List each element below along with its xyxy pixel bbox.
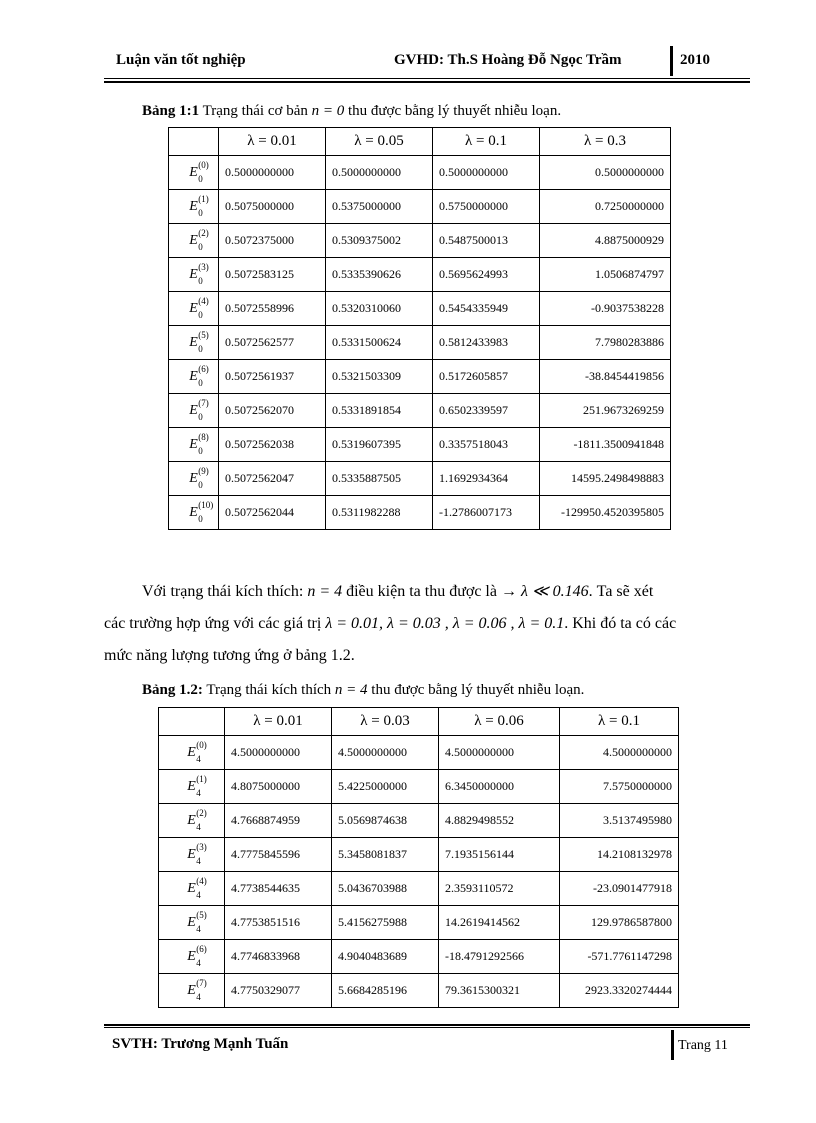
table1-row-label: E (5) 0	[169, 326, 219, 360]
table2-cell: 4.5000000000	[439, 736, 560, 770]
paragraph-text: các trường hợp ứng với các giá trị	[104, 615, 326, 632]
table1-cell: 0.7250000000	[540, 190, 671, 224]
table2-row-label: E (3) 4	[159, 838, 225, 872]
energy-level: 0	[198, 445, 203, 456]
energy-order: (6)	[198, 363, 209, 374]
header-rule	[104, 78, 750, 79]
table1-cell: 0.5331500624	[326, 326, 433, 360]
table2-cell: -18.4791292566	[439, 940, 560, 974]
table2-cell: 4.7750329077	[225, 974, 332, 1008]
energy-order: (0)	[196, 739, 207, 750]
paragraph-math: n = 4	[307, 583, 343, 600]
table2-row	[159, 940, 679, 974]
table1-col-header: λ = 0.1	[433, 128, 540, 156]
table1-cell: 0.5750000000	[433, 190, 540, 224]
energy-level: 0	[198, 513, 203, 524]
energy-level: 0	[198, 241, 203, 252]
table1-corner-cell	[169, 128, 219, 156]
table1-cell: 0.5319607395	[326, 428, 433, 462]
table2-cell: -23.0901477918	[560, 872, 679, 906]
table1-row	[169, 292, 671, 326]
table2-col-header: λ = 0.1	[560, 708, 679, 736]
table2-cell: 4.8829498552	[439, 804, 560, 838]
table2-cell: 4.7668874959	[225, 804, 332, 838]
table1-cell: -129950.4520395805	[540, 496, 671, 530]
table2-cell: 5.4156275988	[332, 906, 439, 940]
header-rule-thick	[104, 81, 750, 83]
table2-cell: 7.5750000000	[560, 770, 679, 804]
table2-cell: -571.7761147298	[560, 940, 679, 974]
thesis-title: Luận văn tốt nghiệp	[116, 52, 246, 68]
table1-cell: 0.5072562038	[219, 428, 326, 462]
energy-level: 4	[196, 787, 201, 798]
energy-order: (1)	[196, 773, 207, 784]
table1-cell: -0.9037538228	[540, 292, 671, 326]
energy-level: 4	[196, 855, 201, 866]
paragraph-text: . Ta sẽ xét	[588, 583, 654, 600]
page-footer	[104, 1024, 750, 1064]
table2-cell: 4.8075000000	[225, 770, 332, 804]
table2-row	[159, 804, 679, 838]
header-separator	[670, 46, 673, 76]
table1-cell: 4.8875000929	[540, 224, 671, 258]
table1-row	[169, 224, 671, 258]
table1-row-label: E (7) 0	[169, 394, 219, 428]
table2-cell: 2923.3320274444	[560, 974, 679, 1008]
table1-cell: 0.3357518043	[433, 428, 540, 462]
paragraph-math: λ = 0.01, λ = 0.03 , λ = 0.06 , λ = 0.1	[325, 615, 565, 632]
paragraph-line-3: mức năng lượng tương ứng ở bảng 1.2.	[104, 647, 355, 664]
energy-order: (2)	[196, 807, 207, 818]
energy-order: (8)	[198, 431, 209, 442]
table1-cell: -38.8454419856	[540, 360, 671, 394]
energy-order: (7)	[196, 977, 207, 988]
table1-row	[169, 258, 671, 292]
table1-cell: 0.5000000000	[326, 156, 433, 190]
body-paragraph	[104, 576, 736, 672]
paragraph-text: điều kiện ta thu được là	[342, 583, 501, 600]
energy-order: (9)	[198, 465, 209, 476]
energy-order: (7)	[198, 397, 209, 408]
table1-cell: 0.5172605857	[433, 360, 540, 394]
table2-row-label: E (4) 4	[159, 872, 225, 906]
paragraph-text: Với trạng thái kích thích:	[142, 583, 308, 600]
table2-caption-text-b: thu được bằng lý thuyết nhiễu loạn.	[367, 682, 585, 698]
table2-row	[159, 974, 679, 1008]
table2-cell: 129.9786587800	[560, 906, 679, 940]
table2-row	[159, 838, 679, 872]
energy-level: 0	[198, 173, 203, 184]
energy-level: 0	[198, 207, 203, 218]
table1-cell: -1811.3500941848	[540, 428, 671, 462]
table2-cell: 4.5000000000	[560, 736, 679, 770]
energy-level: 4	[196, 923, 201, 934]
table1-cell: 251.9673269259	[540, 394, 671, 428]
energy-order: (4)	[198, 295, 209, 306]
table2-cell: 5.0436703988	[332, 872, 439, 906]
table2-col-header: λ = 0.03	[332, 708, 439, 736]
table1-row-label: E (4) 0	[169, 292, 219, 326]
table2-cell: 79.3615300321	[439, 974, 560, 1008]
advisor-name: GVHD: Th.S Hoàng Đỗ Ngọc Trầm	[394, 52, 622, 68]
energy-level: 4	[196, 753, 201, 764]
table2-cell: 3.5137495980	[560, 804, 679, 838]
energy-level: 0	[198, 275, 203, 286]
table1-header-row	[169, 128, 671, 156]
table1-row	[169, 326, 671, 360]
table1-cell: 0.5321503309	[326, 360, 433, 394]
table1-cell: 0.5695624993	[433, 258, 540, 292]
table1-row-label: E (0) 0	[169, 156, 219, 190]
table2-cell: 7.1935156144	[439, 838, 560, 872]
table1-cell: 0.5309375002	[326, 224, 433, 258]
student-name: SVTH: Trương Mạnh Tuấn	[112, 1036, 289, 1052]
table2-row-label: E (0) 4	[159, 736, 225, 770]
paragraph-line-2	[104, 608, 736, 640]
table1-row-label: E (2) 0	[169, 224, 219, 258]
table1-cell: 0.5335390626	[326, 258, 433, 292]
table2-cell: 2.3593110572	[439, 872, 560, 906]
table1-col-header: λ = 0.01	[219, 128, 326, 156]
energy-order: (4)	[196, 875, 207, 886]
table1-cell: 0.6502339597	[433, 394, 540, 428]
energy-order: (10)	[198, 499, 214, 510]
table2-row-label: E (5) 4	[159, 906, 225, 940]
table2-cell: 5.6684285196	[332, 974, 439, 1008]
table1-cell: 0.5072562070	[219, 394, 326, 428]
table1-row-label: E (9) 0	[169, 462, 219, 496]
energy-level: 0	[198, 411, 203, 422]
table1-cell: 0.5487500013	[433, 224, 540, 258]
table2-cell: 4.5000000000	[225, 736, 332, 770]
page-header	[104, 40, 750, 82]
table2-cell: 14.2619414562	[439, 906, 560, 940]
energy-order: (5)	[198, 329, 209, 340]
table2-col-header: λ = 0.01	[225, 708, 332, 736]
table1-row	[169, 496, 671, 530]
energy-order: (3)	[198, 261, 209, 272]
table2-row	[159, 770, 679, 804]
table1-cell: 0.5000000000	[433, 156, 540, 190]
energy-level: 0	[198, 343, 203, 354]
table1	[168, 127, 671, 530]
table1-row	[169, 360, 671, 394]
table1-cell: 0.5072561937	[219, 360, 326, 394]
paragraph-text: . Khi đó ta có các	[564, 615, 677, 632]
energy-order: (5)	[196, 909, 207, 920]
table1-cell: 0.5072562044	[219, 496, 326, 530]
table2-row	[159, 906, 679, 940]
table2	[158, 707, 679, 1008]
table1-row	[169, 190, 671, 224]
energy-level: 0	[198, 309, 203, 320]
table1-cell: 7.7980283886	[540, 326, 671, 360]
energy-order: (3)	[196, 841, 207, 852]
footer-rule	[104, 1027, 750, 1028]
table1-cell: -1.2786007173	[433, 496, 540, 530]
table1-cell: 0.5000000000	[540, 156, 671, 190]
table1-caption-label: Bảng 1:1	[142, 103, 200, 119]
table1-caption-math: n = 0	[311, 103, 345, 119]
table2-cell: 5.0569874638	[332, 804, 439, 838]
table2-row-label: E (6) 4	[159, 940, 225, 974]
table2-row-label: E (7) 4	[159, 974, 225, 1008]
energy-order: (2)	[198, 227, 209, 238]
footer-separator	[671, 1030, 674, 1060]
table2-cell: 4.7753851516	[225, 906, 332, 940]
table1-caption-text-a: Trạng thái cơ bản	[199, 103, 312, 119]
table1-cell: 0.5812433983	[433, 326, 540, 360]
table1-row	[169, 428, 671, 462]
table2-cell: 5.4225000000	[332, 770, 439, 804]
table1-cell: 0.5320310060	[326, 292, 433, 326]
energy-level: 4	[196, 889, 201, 900]
table1-cell: 0.5311982288	[326, 496, 433, 530]
paragraph-math: → λ ≪ 0.146	[500, 583, 589, 600]
energy-level: 0	[198, 479, 203, 490]
table1-cell: 1.1692934364	[433, 462, 540, 496]
paragraph-line-1	[104, 576, 736, 608]
energy-order: (0)	[198, 159, 209, 170]
table1-caption-text-b: thu được bằng lý thuyết nhiễu loạn.	[344, 103, 562, 119]
energy-level: 4	[196, 957, 201, 968]
footer-rule-thick	[104, 1024, 750, 1026]
table1-row-label: E (1) 0	[169, 190, 219, 224]
table1-cell: 0.5072562047	[219, 462, 326, 496]
table2-caption-text-a: Trạng thái kích thích	[202, 682, 335, 698]
table1-cell: 0.5331891854	[326, 394, 433, 428]
table2-cell: 4.7738544635	[225, 872, 332, 906]
table2-cell: 4.5000000000	[332, 736, 439, 770]
table2-row-label: E (1) 4	[159, 770, 225, 804]
table1-cell: 0.5454335949	[433, 292, 540, 326]
table2-cell: 14.2108132978	[560, 838, 679, 872]
table1-row-label: E (8) 0	[169, 428, 219, 462]
table2-cell: 5.3458081837	[332, 838, 439, 872]
energy-level: 4	[196, 991, 201, 1002]
table1-cell: 0.5072375000	[219, 224, 326, 258]
table1-cell: 0.5072562577	[219, 326, 326, 360]
table1-col-header: λ = 0.05	[326, 128, 433, 156]
table1-row-label: E (3) 0	[169, 258, 219, 292]
table1-cell: 0.5335887505	[326, 462, 433, 496]
table1-row	[169, 394, 671, 428]
energy-level: 0	[198, 377, 203, 388]
table1-cell: 14595.2498498883	[540, 462, 671, 496]
table2-header-row	[159, 708, 679, 736]
table2-row-label: E (2) 4	[159, 804, 225, 838]
page-number: Trang 11	[678, 1038, 728, 1053]
table2-caption-math: n = 4	[334, 682, 368, 698]
table2-cell: 4.7746833968	[225, 940, 332, 974]
table1-cell: 0.5072583125	[219, 258, 326, 292]
table2-cell: 6.3450000000	[439, 770, 560, 804]
table2-caption	[142, 682, 584, 699]
table1-row	[169, 156, 671, 190]
table2-row	[159, 872, 679, 906]
table2-cell: 4.7775845596	[225, 838, 332, 872]
energy-order: (1)	[198, 193, 209, 204]
table1-cell: 0.5000000000	[219, 156, 326, 190]
table2-corner-cell	[159, 708, 225, 736]
table1-col-header: λ = 0.3	[540, 128, 671, 156]
table2-row	[159, 736, 679, 770]
table2-cell: 4.9040483689	[332, 940, 439, 974]
table1-row-label: E (6) 0	[169, 360, 219, 394]
table1-caption	[142, 103, 561, 120]
table1-cell: 0.5075000000	[219, 190, 326, 224]
table1-cell: 0.5072558996	[219, 292, 326, 326]
energy-order: (6)	[196, 943, 207, 954]
table2-col-header: λ = 0.06	[439, 708, 560, 736]
table2-caption-label: Bảng 1.2:	[142, 682, 203, 698]
header-year: 2010	[680, 52, 710, 68]
table1-cell: 1.0506874797	[540, 258, 671, 292]
table1-row-label: E (10) 0	[169, 496, 219, 530]
energy-level: 4	[196, 821, 201, 832]
table1-cell: 0.5375000000	[326, 190, 433, 224]
table1-row	[169, 462, 671, 496]
